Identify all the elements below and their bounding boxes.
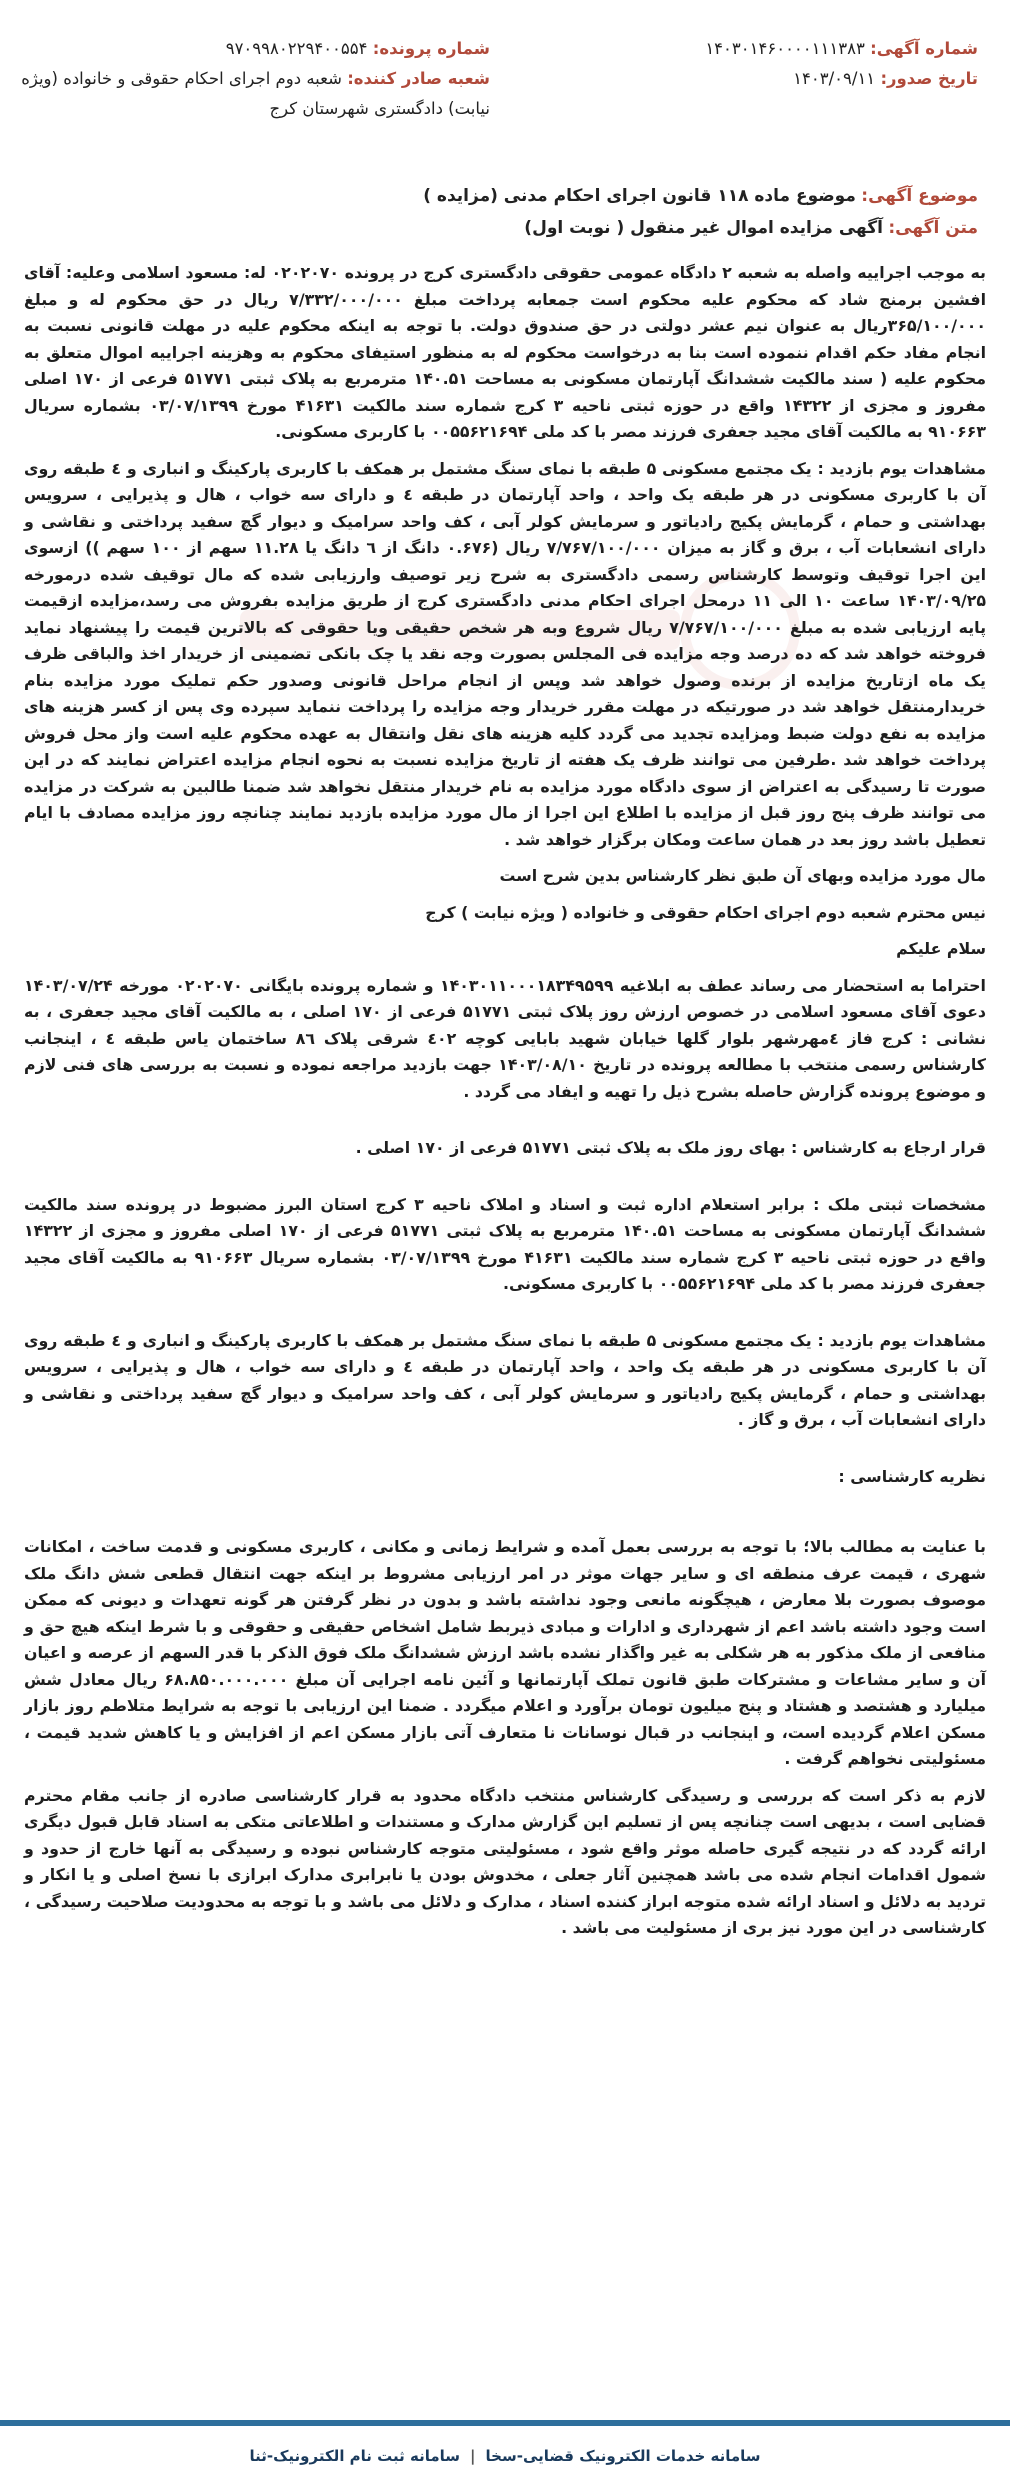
topic: موضوع ماده ۱۱۸ قانون اجرای احکام مدنی (مزایده ) (423, 186, 856, 206)
ad-number: ۱۴۰۳۰۱۴۶۰۰۰۰۱۱۱۳۸۳ (705, 39, 865, 58)
paragraph-report-intro: احتراما به استحضار می رساند عطف به ابلاغیه ۱۴۰۳۰۱۱۰۰۰۱۸۳۴۹۵۹۹ و شماره پرونده بایگانی ۰۲۰۲۰۷۰ مورخه ۱۴۰۳/۰۷/۲۴ دعوی آقای مسعود اسلامی در خصوص ارزش روز پلاک ثبتی ۵۱۷۷۱ فرعی از ۱۷۰ اصلی ، به مالکیت آقای مجید جعفری ، به نشانی : کرج فاز ٤مهرشهر بلوار گلها خیابان شهید بابایی کوچه ٤۰۲ شرقی پلاک ٨٦ ساختمان یاس طبقه ٤ ، اینجانب کارشناس رسمی منتخب با مطالعه پرونده در تاریخ ۱۴۰۳/۰۸/۱۰ جهت بازدید مراجعه نموده و نسبت به بررسی های فنی لازم و موضوع پرونده گزارش حاصله بشرح ذیل را تهیه و ایفاد می گردد . (24, 975, 987, 1101)
footer-link-sana[interactable]: سامانه ثبت نام الکترونیک-ثنا (249, 2447, 461, 2465)
paragraph-expert-intro: مال مورد مزایده وبهای آن طبق نظر کارشناس بدین شرح است (499, 866, 986, 885)
paragraph-observations: مشاهدات یوم بازدید : یک مجتمع مسکونی ۵ طبقه با نمای سنگ مشتمل بر همکف با کاربری پارکینگ و انباری و ٤ طبقه روی آن با کاربری مسکونی در هر طبقه یک واحد ، واحد آپارتمان در طبقه ٤ و دارای سه خواب ، هال و پذیرایی ، سرویس بهداشتی و حمام ، گرمایش پکیج رادیاتور و سرمایش کولر آبی ، کف واحد سرامیک و دیوار گچ سفید پرداختی و نقاشی و دارای انشعابات آب ، برق و گاز به میزان ۷/۷۶۷/۱۰۰/۰۰۰ ریال (۰.۶۷۶ دانگ از ٦ دانگ یا ۱۱.۲۸ سهم از ۱۰۰ سهم )) ازسوی این اجرا توقیف وتوسط کارشناس رسمی دادگستری به شرح زیر توصیف وارزیابی شده که مال توقیف شده درمورخه ۱۴۰۳/۰۹/۲۵ ساعت ۱۰ الی ۱۱ درمحل اجرای احکام مدنی دادگستری کرج از طریق مزایده بفروش می رسد،مزایده ازقیمت پایه ارزیابی شده به مبلغ ۷/۷۶۷/۱۰۰/۰۰۰ ریال شروع وبه هر شخص حقیقی ویا حقوقی که بالاترین قیمت را پیشنهاد نماید فروخته خواهد شد که ده درصد وجه مزایده فی المجلس بصورت وجه نقد یا چک بانکی تضمینی از خریدار اخذ والباقی ظرف یک ماه ازتاریخ مزایده از برنده وصول خواهد شد وپس از انجام مراحل قانونی وصدور حکم تملیک مورد مزایده بنام خریدارمنتقل خواهد شد در صورتیکه در مهلت مقرر خریدار وجه مزایده را پرداخت ننماید سپرده وی پس از کسر هزینه های مزایده به نفع دولت ضبط ومزایده تجدید می گردد کلیه هزینه های نقل وانتقال به عهده محکوم علیه است واز محل فروش پرداخت خواهد شد .طرفین می توانند ظرف یک هفته از تاریخ مزایده نسبت به نحوه انجام مزایده اعتراض نمایند که در این صورت تا رسیدگی به اعتراض از سوی دادگاه مورد مزایده به نام خریدار منتقل نخواهد شد ضمنا طالبین به شرکت در مزایده می توانند ظرف پنج روز قبل از مزایده با اطلاع این اجرا از مال مورد مزایده بازدید نمایند چنانچه روز مزایده مصادف با ایام تعطیل باشد روز بعد در همان ساعت ومکان برگزار خواهد شد . (24, 458, 987, 849)
case-number-row (20, 34, 490, 64)
topic-row (32, 180, 978, 212)
topic-label: موضوع آگهی: (861, 186, 978, 206)
paragraph-opinion: با عنایت به مطالب بالا؛ با توجه به بررسی بعمل آمده و شرایط زمانی و مکانی ، کاربری مسکونی و قدمت ساخت ، امکانات شهری ، قیمت عرف منطقه ای و سایر جهات موثر در امر ارزیابی مشروط بر اینکه جهت انتقال قطعی شش دانگ ملک موصوف بصورت بلا معارض ، هیچگونه مانعی وجود نداشته باشد و بدون در نظر گرفتن هر گونه تعهدات و دیونی که ممکن است وجود داشته باشد اعم از شهرداری و ادارات و مبادی ذیربط شامل اشخاص حقیقی و حقوقی و با شرط اینکه هیچ حق و منافعی از ملک مذکور به هر شکلی به غیر واگذار نشده باشد ارزش ششدانگ ملک فوق الذکر با قدر السهم از عرصه و اعیان آن و سایر مشاعات و مشترکات طبق قانون تملک آپارتمانها و آئین نامه اجرایی آن مبلغ ۶۸.۸۵۰.۰۰۰.۰۰۰ ریال معادل شش میلیارد و هشتصد و هشتاد و پنج میلیون تومان برآورد و اعلام میگردد . ضمنا این ارزیابی با توجه به شرایط متلاطم روز بازار مسکن اعلام گردیده است، و اینجانب در قبال نوسانات نا متعارف آتی بازار مسکن اعم از افزایش و یا کاهش شدید قیمت ، مسئولیتی نخواهم گرفت . (24, 1537, 986, 1768)
issue-date-label: تاریخ صدور: (880, 69, 978, 88)
paragraph-greeting: سلام علیکم (896, 939, 986, 958)
issue-date-row (508, 64, 978, 94)
paragraph-addressee: نیس محترم شعبه دوم اجرای احکام حقوقی و خانواده ( ویژه نیابت ) کرج (425, 902, 986, 922)
paragraph-opinion-title: نظریه کارشناسی : (838, 1466, 986, 1486)
footer-separator: | (470, 2447, 476, 2465)
paragraph-disclaimer: لازم به ذکر است که بررسی و رسیدگی کارشناس منتخب دادگاه محدود به قرار کارشناسی صادره از جانب مقام محترم قضایی است ، بدیهی است چنانچه پس از تسلیم این گزارش مدارک و مستندات و اطلاعاتی متکی به اسناد قابل قبول دیگری ارائه گردد که در نتیجه گیری حاصله موثر واقع شود ، مسئولیتی متوجه کارشناس نبوده و رسیدگی به آنها خارج از حدود و شمول اقدامات انجام شده می باشد همچنین آثار جعلی ، مخدوش بودن یا نابرابری مدارک ابرازی با نسخ اصلی و یا انکار و تردید به دلائل و اسناد ارائه شده متوجه ابراز کننده اسناد ، مدارک و دلائل می باشد و با توجه به محدودیت صلاحیت رسیدگی ، کارشناسی در این مورد نیز بری از مسئولیت می باشد . (24, 1785, 986, 1937)
issuer: شعبه دوم اجرای احکام حقوقی و خانواده (ویژه نیابت) دادگستری شهرستان کرج (21, 69, 490, 118)
case-number-label: شماره پرونده: (372, 39, 490, 58)
paragraph-visit: مشاهدات یوم بازدید : یک مجتمع مسکونی ۵ طبقه با نمای سنگ مشتمل بر همکف با کاربری پارکینگ و انباری و ٤ طبقه روی آن با کاربری مسکونی در هر طبقه یک واحد ، واحد آپارتمان در طبقه ٤ و دارای سه خواب ، هال و پذیرایی ، سرویس بهداشتی و حمام ، گرمایش پکیج رادیاتور و سرمایش کولر آبی ، کف واحد سرامیک و دیوار گچ سفید پرداختی و نقاشی و دارای انشعابات آب ، برق و گاز . (24, 1330, 987, 1429)
header-right (508, 34, 978, 94)
subject-block (32, 180, 978, 244)
paragraph-referral: قرار ارجاع به کارشناس : بهای روز ملک به پلاک ثبتی ۵۱۷۷۱ فرعی از ۱۷۰ اصلی . (355, 1138, 986, 1157)
ad-number-row (508, 34, 978, 64)
paragraph-execution: به موجب اجراییه واصله به شعبه ۲ دادگاه عمومی حقوقی دادگستری کرج در پرونده ۰۲۰۲۰۷۰ له: مسعود اسلامی وعلیه: آقای افشین برمنج شاد که محکوم علیه محکوم است جمعابه پرداخت مبلغ ۷/۳۳۲/۰۰۰/۰۰۰ ریال در حق محکوم له و مبلغ ۳۶۵/۱۰۰/۰۰۰ریال به عنوان نیم عشر دولتی در حق صندوق دولت. با توجه به اینکه محکوم علیه در مهلت قانونی نسبت به انجام مفاد حکم اقدام ننموده است بنا به درخواست محکوم له به منظور استیفای محکوم به وهزینه اجراییه اموال متعلق به محکوم علیه ( سند مالکیت ششدانگ آپارتمان مسکونی به مساحت ۱۴۰.۵۱ مترمربع به پلاک ثبتی ۵۱۷۷۱ فرعی از ۱۷۰ اصلی مفروز و مجزی از ۱۴۳۲۲ واقع در حوزه ثبتی ناحیه ۳ کرج شماره سند مالکیت ۴۱۶۳۱ مورخ ۰۳/۰۷/۱۳۹۹ بشماره سریال ۹۱۰۶۶۳ به مالکیت آقای مجید جعفری فرزند مصر با کد ملی ۰۰۵۵۶۲۱۶۹۴ با کاربری مسکونی. (24, 263, 987, 441)
issuer-label: شعبه صادر کننده: (347, 69, 490, 88)
text-title: آگهی مزایده اموال غیر منقول ( نوبت اول) (524, 218, 883, 238)
text-row (32, 212, 978, 244)
notice-body (24, 260, 986, 1952)
footer-link-sakha[interactable]: سامانه خدمات الکترونیک قضایی-سخا (485, 2447, 761, 2465)
text-label: متن آگهی: (888, 218, 978, 238)
paragraph-registration: مشخصات ثبتی ملک : برابر استعلام اداره ثبت و اسناد و املاک ناحیه ۳ کرج استان البرز مضبوط در پرونده سند مالکیت ششدانگ آپارتمان مسکونی به مساحت ۱۴۰.۵۱ مترمربع به پلاک ثبتی ۵۱۷۷۱ فرعی از ۱۷۰ اصلی مفروز و مجزی از ۱۴۳۲۲ واقع در حوزه ثبتی ناحیه ۳ کرج شماره سند مالکیت ۴۱۶۳۱ مورخ ۰۳/۰۷/۱۳۹۹ بشماره سریال ۹۱۰۶۶۳ به مالکیت آقای مجید جعفری فرزند مصر با کد ملی ۰۰۵۵۶۲۱۶۹۴ با کاربری مسکونی. (24, 1194, 987, 1293)
footer-bar (0, 2420, 1010, 2486)
ad-number-label: شماره آگهی: (870, 39, 978, 58)
issue-date: ۱۴۰۳/۰۹/۱۱ (793, 69, 876, 88)
case-number: ۹۷۰۹۹۸۰۲۲۹۴۰۰۵۵۴ (225, 39, 368, 58)
issuer-row (20, 64, 490, 124)
header-left (20, 34, 490, 124)
